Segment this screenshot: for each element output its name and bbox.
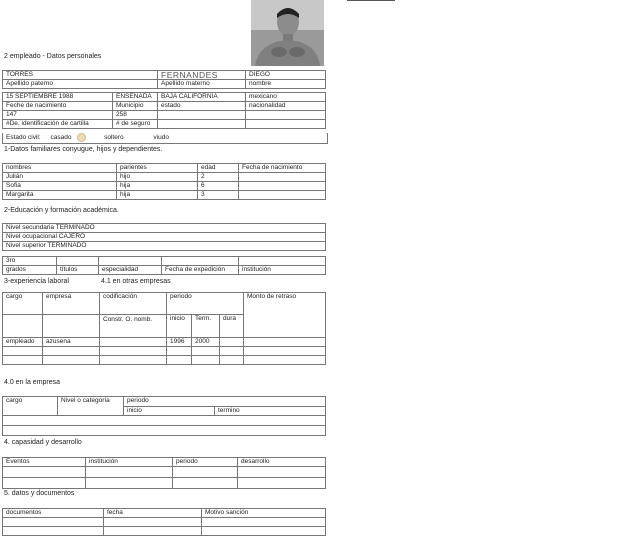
cell	[3, 416, 326, 426]
cell	[167, 347, 192, 356]
cell	[220, 347, 244, 356]
cell: 2000	[192, 338, 220, 347]
column-header: empresa	[43, 293, 100, 315]
column-header: codificación	[100, 293, 167, 315]
section-title: 5. datos y documentos	[4, 490, 75, 497]
cell: mexicano	[246, 93, 326, 102]
table-row	[3, 111, 326, 120]
table-header-row	[3, 164, 326, 173]
table-row	[3, 518, 326, 527]
cell	[246, 120, 326, 129]
table-row	[3, 356, 326, 365]
cell: Sofia	[3, 182, 117, 191]
table-row	[3, 426, 326, 436]
cell: DIEGO	[246, 71, 326, 80]
cell	[43, 356, 100, 365]
cell: termino	[215, 406, 326, 416]
column-header: especialidad	[99, 266, 162, 275]
cell: dura	[220, 315, 244, 338]
cell: 15 SEPTIEMBRE 1988	[3, 93, 113, 102]
table-header-row	[3, 509, 326, 518]
table-row	[3, 347, 326, 356]
column-header: Fecha de nacimiento	[239, 164, 326, 173]
table-row	[3, 224, 326, 233]
cell	[158, 111, 246, 120]
cell	[192, 356, 220, 365]
civil-status-label: Estado civil:	[6, 134, 41, 142]
cell: # de seguro	[113, 120, 158, 129]
radio-icon[interactable]	[77, 133, 86, 142]
column-header: Eventos	[3, 458, 86, 467]
cell: 6	[198, 182, 239, 191]
column-header: Nivel o categoría	[58, 397, 124, 416]
column-header: parientes	[117, 164, 198, 173]
civil-option-married[interactable]: casado	[50, 134, 72, 142]
column-header: nombres	[3, 164, 117, 173]
cell: #De. identificación de cartilla	[3, 120, 113, 129]
cell: 2	[198, 173, 239, 182]
cell	[239, 257, 326, 266]
cell	[100, 347, 167, 356]
cell: Margarita	[3, 191, 117, 200]
cell: nombre	[246, 80, 326, 89]
cell	[86, 467, 173, 478]
table-row	[3, 191, 326, 200]
cell: 3	[198, 191, 239, 200]
cell: inicio	[124, 406, 215, 416]
table-row	[3, 173, 326, 182]
education-table	[2, 256, 326, 275]
civil-option-widowed[interactable]: viudo	[153, 134, 169, 142]
column-header: desarrollo	[238, 458, 326, 467]
cell	[239, 182, 326, 191]
cell: 147	[3, 111, 113, 120]
cell	[173, 467, 238, 478]
cell: 3ro	[3, 257, 57, 266]
table-header-row	[3, 397, 326, 407]
cell: FERNANDES	[158, 71, 246, 80]
cell: 258	[113, 111, 158, 120]
table-row	[3, 478, 326, 489]
cell: 1996	[167, 338, 192, 347]
cell	[3, 315, 43, 338]
cell	[220, 356, 244, 365]
table-row	[3, 120, 326, 129]
column-header: Monto de retraso	[244, 293, 326, 338]
column-header: periodo	[124, 397, 326, 407]
cell: Nivel superior TERMINADO	[3, 242, 326, 251]
civil-status-row	[2, 133, 328, 144]
cell	[167, 356, 192, 365]
section-title: 1-Datos familiares conyugue, hijos y dependientes.	[4, 146, 163, 153]
column-header: cargo	[3, 293, 43, 315]
cell: Apellido paterno	[3, 80, 158, 89]
cell	[100, 356, 167, 365]
education-levels-table	[2, 223, 326, 251]
column-header: periodo	[167, 293, 244, 315]
column-header: cargo	[3, 397, 58, 416]
company-history-table	[2, 396, 326, 436]
cell: BAJA CALIFORNIA	[158, 93, 246, 102]
cell	[244, 338, 326, 347]
table-header-row	[3, 293, 326, 315]
column-header: títulos	[57, 266, 99, 275]
section-title: 3-experiencia laboral	[4, 278, 69, 285]
table-row	[3, 242, 326, 251]
cell	[244, 347, 326, 356]
cell: hija	[117, 182, 198, 191]
column-header: documentos	[3, 509, 104, 518]
cell	[100, 338, 167, 347]
cell	[3, 347, 43, 356]
cell	[3, 426, 326, 436]
development-table	[2, 457, 326, 489]
table-header-row	[3, 266, 326, 275]
cell: Nivel secundaria TERMINADO	[3, 224, 326, 233]
cell	[3, 518, 104, 527]
personal-table	[2, 70, 326, 89]
section-title: 4. capasidad y desarrollo	[4, 439, 82, 446]
cell: Nivel ocupacional CAJERO	[3, 233, 326, 242]
cell	[202, 518, 326, 527]
column-header: institución	[86, 458, 173, 467]
cell	[220, 338, 244, 347]
cell	[238, 478, 326, 489]
column-header: Fecha de expedición	[162, 266, 239, 275]
civil-option-single[interactable]: soltero	[104, 134, 124, 142]
table-row	[3, 71, 326, 80]
cell: Apellido materno	[158, 80, 246, 89]
top-rule	[347, 0, 395, 1]
cell	[57, 257, 99, 266]
table-row	[3, 338, 326, 347]
employee-photo	[251, 0, 324, 66]
table-row	[3, 416, 326, 426]
column-header: grados	[3, 266, 57, 275]
work-history-table	[2, 292, 326, 365]
column-header: Motivo sanción	[202, 509, 326, 518]
section-subtitle: 4.1 en otras empresas	[101, 278, 171, 285]
table-row	[3, 182, 326, 191]
cell: Feche de nacimiento	[3, 102, 113, 111]
cell: Julián	[3, 173, 117, 182]
cell: Term.	[192, 315, 220, 338]
section-title: 4.0 en la empresa	[4, 379, 61, 386]
section-title: 2-Educación y formación académica.	[4, 207, 119, 214]
cell	[158, 120, 246, 129]
cell	[192, 347, 220, 356]
cell	[173, 478, 238, 489]
column-header: edad	[198, 164, 239, 173]
cell: hijo	[117, 173, 198, 182]
cell	[3, 527, 104, 536]
cell	[99, 257, 162, 266]
cell	[104, 518, 202, 527]
page-title: 2 empleado - Datos personales	[4, 53, 102, 60]
column-header: periodo	[173, 458, 238, 467]
birth-table	[2, 92, 326, 129]
cell	[162, 257, 239, 266]
cell: Constr. O. nomb.	[100, 315, 167, 338]
cell	[244, 356, 326, 365]
documents-table	[2, 508, 326, 536]
table-row	[3, 102, 326, 111]
cell: estado	[158, 102, 246, 111]
table-row	[3, 233, 326, 242]
table-row	[3, 80, 326, 89]
cell: Municipio	[113, 102, 158, 111]
cell	[246, 111, 326, 120]
table-row	[3, 257, 326, 266]
cell	[239, 191, 326, 200]
cell	[43, 347, 100, 356]
column-header: fecha	[104, 509, 202, 518]
cell: TORRES	[3, 71, 158, 80]
cell: nacionalidad	[246, 102, 326, 111]
table-header-row	[3, 458, 326, 467]
family-table	[2, 163, 326, 200]
cell	[3, 467, 86, 478]
table-row	[3, 93, 326, 102]
cell: ENSENADA	[113, 93, 158, 102]
cell: hija	[117, 191, 198, 200]
cell	[43, 315, 100, 338]
cell: azusena	[43, 338, 100, 347]
cell: empleado	[3, 338, 43, 347]
column-header: institución	[239, 266, 326, 275]
cell	[239, 173, 326, 182]
cell: inicio	[167, 315, 192, 338]
cell	[3, 478, 86, 489]
cell	[238, 467, 326, 478]
table-row	[3, 467, 326, 478]
cell	[202, 527, 326, 536]
cell	[3, 356, 43, 365]
cell	[104, 527, 202, 536]
table-row	[3, 527, 326, 536]
cell	[86, 478, 173, 489]
